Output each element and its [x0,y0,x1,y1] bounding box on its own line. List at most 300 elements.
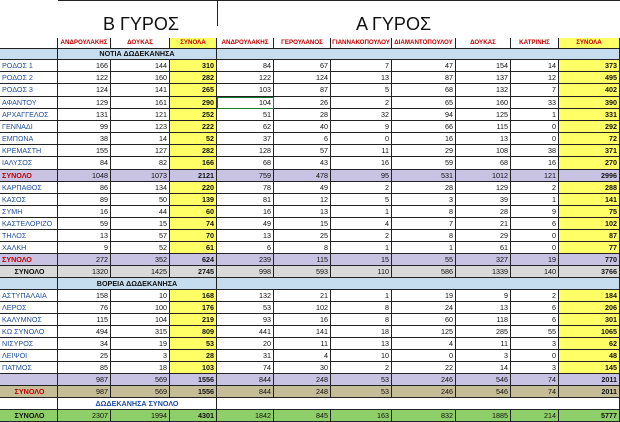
cell-26-3[interactable]: 844 [217,386,274,398]
cell-4-1[interactable]: 121 [111,109,170,121]
cell-22-6[interactable]: 4 [392,338,456,350]
cell-7-7[interactable]: 108 [456,145,511,157]
cell-12-4[interactable]: 13 [274,206,331,218]
cell-7-9[interactable]: 371 [559,145,620,157]
cell-4-4[interactable]: 28 [274,109,331,121]
cell-12-0[interactable]: 16 [58,206,111,218]
cell-7-8[interactable]: 38 [511,145,559,157]
cell-8-7[interactable]: 68 [456,157,511,170]
cell-25-2[interactable]: 1556 [170,374,217,386]
cell-1-6[interactable]: 87 [392,72,456,84]
cell-19-9[interactable]: 206 [559,302,620,314]
cell-21-8[interactable]: 55 [511,326,559,338]
cell-26-4[interactable]: 248 [274,386,331,398]
cell-17-5[interactable]: 110 [331,266,392,278]
cell-16-2[interactable]: 624 [170,254,217,266]
cell-26-8[interactable]: 74 [511,386,559,398]
cell-6-7[interactable]: 13 [456,133,511,145]
cell-17-2[interactable]: 2745 [170,266,217,278]
cell-1-4[interactable]: 124 [274,72,331,84]
row-label[interactable]: ΣΥΝΟΛΟ [0,254,58,266]
cell-2-1[interactable]: 141 [111,84,170,97]
row-label[interactable]: ΡΟΔΟΣ 1 [0,60,58,72]
cell-12-1[interactable]: 44 [111,206,170,218]
cell-23-7[interactable]: 3 [456,350,511,362]
cell-0-6[interactable]: 47 [392,60,456,72]
row-label[interactable]: ΣΥΜΗ [0,206,58,218]
cell-24-3[interactable]: 74 [217,362,274,374]
cell-20-0[interactable]: 115 [58,314,111,326]
cell-17-3[interactable]: 998 [217,266,274,278]
cell-9-3[interactable]: 759 [217,170,274,182]
cell-12-8[interactable]: 9 [511,206,559,218]
cell-22-1[interactable]: 19 [111,338,170,350]
cell-7-5[interactable]: 11 [331,145,392,157]
cell-5-4[interactable]: 40 [274,121,331,133]
cell-24-1[interactable]: 18 [111,362,170,374]
cell-25-4[interactable]: 248 [274,374,331,386]
cell-8-8[interactable]: 16 [511,157,559,170]
cell-0-4[interactable]: 67 [274,60,331,72]
section-south-title-gutter[interactable] [0,49,58,60]
cell-21-9[interactable]: 1065 [559,326,620,338]
header-corner-cell[interactable] [0,38,58,49]
section-north-title-spacer[interactable] [217,278,620,290]
cell-9-0[interactable]: 1048 [58,170,111,182]
cell-0-5[interactable]: 7 [331,60,392,72]
cell-0-3[interactable]: 84 [217,60,274,72]
cell-7-1[interactable]: 127 [111,145,170,157]
cell-17-8[interactable]: 140 [511,266,559,278]
cell-8-9[interactable]: 270 [559,157,620,170]
row-label[interactable]: ΓΕΝΝΑΔΙ [0,121,58,133]
cell-10-8[interactable]: 2 [511,182,559,194]
cell-27-2[interactable]: 4301 [170,410,217,422]
cell-7-4[interactable]: 57 [274,145,331,157]
cell-21-3[interactable]: 441 [217,326,274,338]
cell-1-9[interactable]: 495 [559,72,620,84]
row-label[interactable]: ΑΡΧΑΓΓΕΛΟΣ [0,109,58,121]
cell-10-4[interactable]: 49 [274,182,331,194]
column-header-5[interactable]: ΓΕΡΟΥΛΑΝΟΣ [274,38,331,49]
cell-16-8[interactable]: 19 [511,254,559,266]
cell-24-7[interactable]: 14 [456,362,511,374]
cell-25-3[interactable]: 844 [217,374,274,386]
row-label[interactable]: ΚΩ ΣΥΝΟΛΟ [0,326,58,338]
cell-11-6[interactable]: 3 [392,194,456,206]
cell-2-6[interactable]: 68 [392,84,456,97]
cell-4-3[interactable]: 51 [217,109,274,121]
column-header-7[interactable]: ΔΙΑΜΑΝΤΟΠΟΥΛΟΥ [392,38,456,49]
cell-26-2[interactable]: 1556 [170,386,217,398]
cell-5-9[interactable]: 292 [559,121,620,133]
cell-23-4[interactable]: 4 [274,350,331,362]
cell-24-8[interactable]: 3 [511,362,559,374]
cell-23-3[interactable]: 31 [217,350,274,362]
cell-2-0[interactable]: 124 [58,84,111,97]
cell-18-9[interactable]: 184 [559,290,620,302]
cell-14-8[interactable]: 0 [511,230,559,242]
cell-19-1[interactable]: 100 [111,302,170,314]
cell-15-9[interactable]: 77 [559,242,620,254]
column-header-8[interactable]: ΔΟΥΚΑΣ [456,38,511,49]
cell-9-2[interactable]: 2121 [170,170,217,182]
cell-16-3[interactable]: 239 [217,254,274,266]
cell-11-4[interactable]: 12 [274,194,331,206]
cell-5-8[interactable]: 0 [511,121,559,133]
column-header-9[interactable]: ΚΑΤΡΙΝΗΣ [511,38,559,49]
cell-13-7[interactable]: 21 [456,218,511,230]
cell-2-9[interactable]: 402 [559,84,620,97]
row-label[interactable]: ΝΙΣΥΡΟΣ [0,338,58,350]
row-label[interactable]: ΧΑΛΚΗ [0,242,58,254]
cell-21-2[interactable]: 809 [170,326,217,338]
cell-24-4[interactable]: 30 [274,362,331,374]
cell-0-7[interactable]: 154 [456,60,511,72]
cell-20-7[interactable]: 118 [456,314,511,326]
cell-5-5[interactable]: 9 [331,121,392,133]
cell-8-1[interactable]: 82 [111,157,170,170]
cell-12-3[interactable]: 16 [217,206,274,218]
cell-21-4[interactable]: 141 [274,326,331,338]
cell-6-1[interactable]: 14 [111,133,170,145]
cell-25-7[interactable]: 546 [456,374,511,386]
cell-0-2[interactable]: 310 [170,60,217,72]
cell-13-1[interactable]: 15 [111,218,170,230]
cell-2-5[interactable]: 5 [331,84,392,97]
cell-6-0[interactable]: 38 [58,133,111,145]
row-label[interactable]: ΚΑΣΤΕΛΟΡΙΖΟ [0,218,58,230]
cell-4-5[interactable]: 32 [331,109,392,121]
cell-15-2[interactable]: 61 [170,242,217,254]
cell-8-6[interactable]: 59 [392,157,456,170]
cell-17-9[interactable]: 3766 [559,266,620,278]
cell-3-2[interactable]: 290 [170,97,217,109]
cell-14-2[interactable]: 70 [170,230,217,242]
cell-4-7[interactable]: 125 [456,109,511,121]
cell-19-3[interactable]: 53 [217,302,274,314]
cell-7-2[interactable]: 282 [170,145,217,157]
cell-18-3[interactable]: 132 [217,290,274,302]
cell-17-0[interactable]: 1320 [58,266,111,278]
cell-14-0[interactable]: 13 [58,230,111,242]
cell-15-6[interactable]: 1 [392,242,456,254]
cell-6-5[interactable]: 0 [331,133,392,145]
cell-9-8[interactable]: 121 [511,170,559,182]
cell-8-3[interactable]: 68 [217,157,274,170]
cell-16-9[interactable]: 770 [559,254,620,266]
cell-15-0[interactable]: 9 [58,242,111,254]
cell-22-9[interactable]: 62 [559,338,620,350]
cell-17-6[interactable]: 586 [392,266,456,278]
cell-15-7[interactable]: 61 [456,242,511,254]
row-label[interactable]: ΠΑΤΜΟΣ [0,362,58,374]
cell-20-2[interactable]: 219 [170,314,217,326]
cell-20-8[interactable]: 6 [511,314,559,326]
cell-10-6[interactable]: 28 [392,182,456,194]
cell-11-5[interactable]: 5 [331,194,392,206]
cell-2-7[interactable]: 132 [456,84,511,97]
column-header-3[interactable]: ΣΥΝΟΛΑ [170,38,217,49]
cell-10-9[interactable]: 288 [559,182,620,194]
section-total-title-gutter[interactable] [0,398,58,410]
cell-22-5[interactable]: 13 [331,338,392,350]
cell-17-1[interactable]: 1425 [111,266,170,278]
row-label[interactable]: ΣΥΝΟΛΟ [0,410,58,422]
row-label[interactable]: ΑΦΑΝΤΟΥ [0,97,58,109]
cell-17-7[interactable]: 1339 [456,266,511,278]
cell-26-9[interactable]: 2011 [559,386,620,398]
cell-16-1[interactable]: 352 [111,254,170,266]
cell-1-5[interactable]: 13 [331,72,392,84]
column-header-2[interactable]: ΔΟΥΚΑΣ [111,38,170,49]
cell-23-2[interactable]: 28 [170,350,217,362]
cell-23-8[interactable]: 0 [511,350,559,362]
cell-22-7[interactable]: 11 [456,338,511,350]
cell-18-4[interactable]: 21 [274,290,331,302]
cell-8-2[interactable]: 166 [170,157,217,170]
cell-7-3[interactable]: 128 [217,145,274,157]
cell-14-4[interactable]: 25 [274,230,331,242]
cell-27-3[interactable]: 1842 [217,410,274,422]
cell-1-7[interactable]: 137 [456,72,511,84]
row-label[interactable]: ΚΡΕΜΑΣΤΗ [0,145,58,157]
cell-11-0[interactable]: 89 [58,194,111,206]
cell-6-4[interactable]: 6 [274,133,331,145]
cell-9-7[interactable]: 1012 [456,170,511,182]
cell-5-3[interactable]: 62 [217,121,274,133]
cell-0-9[interactable]: 373 [559,60,620,72]
cell-19-6[interactable]: 24 [392,302,456,314]
cell-22-2[interactable]: 53 [170,338,217,350]
section-south-title-spacer[interactable] [217,49,620,60]
row-label[interactable]: ΕΜΠΩΝΑ [0,133,58,145]
cell-11-1[interactable]: 50 [111,194,170,206]
cell-9-6[interactable]: 531 [392,170,456,182]
cell-27-0[interactable]: 2307 [58,410,111,422]
cell-8-4[interactable]: 43 [274,157,331,170]
cell-25-1[interactable]: 569 [111,374,170,386]
cell-22-4[interactable]: 11 [274,338,331,350]
cell-14-9[interactable]: 87 [559,230,620,242]
cell-16-5[interactable]: 15 [331,254,392,266]
cell-15-5[interactable]: 1 [331,242,392,254]
row-label[interactable]: ΛΕΡΟΣ [0,302,58,314]
cell-15-1[interactable]: 52 [111,242,170,254]
cell-13-0[interactable]: 59 [58,218,111,230]
cell-20-6[interactable]: 60 [392,314,456,326]
cell-9-5[interactable]: 95 [331,170,392,182]
cell-3-9[interactable]: 390 [559,97,620,109]
cell-21-6[interactable]: 125 [392,326,456,338]
cell-3-1[interactable]: 161 [111,97,170,109]
cell-18-5[interactable]: 1 [331,290,392,302]
cell-12-6[interactable]: 8 [392,206,456,218]
row-label[interactable]: ΣΥΝΟΛΟ [0,386,58,398]
cell-10-1[interactable]: 134 [111,182,170,194]
cell-27-9[interactable]: 5777 [559,410,620,422]
cell-4-9[interactable]: 331 [559,109,620,121]
cell-15-3[interactable]: 6 [217,242,274,254]
cell-6-8[interactable]: 0 [511,133,559,145]
cell-21-1[interactable]: 315 [111,326,170,338]
cell-23-1[interactable]: 3 [111,350,170,362]
row-label[interactable]: ΚΑΡΠΑΘΟΣ [0,182,58,194]
cell-12-7[interactable]: 28 [456,206,511,218]
cell-2-2[interactable]: 265 [170,84,217,97]
cell-24-6[interactable]: 22 [392,362,456,374]
cell-21-7[interactable]: 285 [456,326,511,338]
cell-11-7[interactable]: 39 [456,194,511,206]
cell-9-9[interactable]: 2996 [559,170,620,182]
cell-0-1[interactable]: 144 [111,60,170,72]
section-north-title[interactable]: ΒΟΡΕΙΑ ΔΩΔΕΚΑΝΗΣΑ [58,278,217,290]
cell-25-6[interactable]: 246 [392,374,456,386]
cell-19-5[interactable]: 8 [331,302,392,314]
cell-3-6[interactable]: 65 [392,97,456,109]
cell-26-1[interactable]: 569 [111,386,170,398]
row-label[interactable]: ΚΑΛΥΜΝΟΣ [0,314,58,326]
cell-16-7[interactable]: 327 [456,254,511,266]
cell-20-5[interactable]: 8 [331,314,392,326]
cell-27-7[interactable]: 1885 [456,410,511,422]
cell-16-0[interactable]: 272 [58,254,111,266]
section-total-title[interactable]: ΔΩΔΕΚΑΝΗΣΑ ΣΥΝΟΛΟ [58,398,217,410]
cell-27-4[interactable]: 845 [274,410,331,422]
cell-4-0[interactable]: 131 [58,109,111,121]
column-header-10[interactable]: ΣΥΝΟΛΑ [559,38,620,49]
cell-27-8[interactable]: 214 [511,410,559,422]
cell-19-4[interactable]: 102 [274,302,331,314]
cell-10-3[interactable]: 78 [217,182,274,194]
cell-16-6[interactable]: 55 [392,254,456,266]
cell-21-0[interactable]: 494 [58,326,111,338]
cell-18-6[interactable]: 19 [392,290,456,302]
cell-11-3[interactable]: 81 [217,194,274,206]
cell-24-0[interactable]: 85 [58,362,111,374]
cell-18-2[interactable]: 168 [170,290,217,302]
cell-14-1[interactable]: 57 [111,230,170,242]
cell-19-8[interactable]: 6 [511,302,559,314]
cell-21-5[interactable]: 18 [331,326,392,338]
cell-27-5[interactable]: 163 [331,410,392,422]
column-header-4[interactable]: ΑΝΔΡΟΥΛΑΚΗΣ [217,38,274,49]
cell-14-3[interactable]: 13 [217,230,274,242]
cell-18-1[interactable]: 10 [111,290,170,302]
cell-5-1[interactable]: 123 [111,121,170,133]
cell-2-8[interactable]: 7 [511,84,559,97]
column-header-1[interactable]: ΑΝΔΡΟΥΛΑΚΗΣ [58,38,111,49]
cell-1-1[interactable]: 160 [111,72,170,84]
cell-10-0[interactable]: 86 [58,182,111,194]
cell-3-3[interactable]: 104 [217,97,274,109]
cell-5-2[interactable]: 222 [170,121,217,133]
cell-4-2[interactable]: 252 [170,109,217,121]
cell-15-8[interactable]: 0 [511,242,559,254]
row-label[interactable]: ΑΣΤΥΠΑΛΑΙΑ [0,290,58,302]
cell-15-4[interactable]: 8 [274,242,331,254]
cell-5-0[interactable]: 99 [58,121,111,133]
cell-11-2[interactable]: 139 [170,194,217,206]
cell-19-2[interactable]: 176 [170,302,217,314]
cell-4-8[interactable]: 1 [511,109,559,121]
cell-8-5[interactable]: 16 [331,157,392,170]
cell-3-8[interactable]: 33 [511,97,559,109]
cell-1-2[interactable]: 282 [170,72,217,84]
cell-12-2[interactable]: 60 [170,206,217,218]
cell-23-5[interactable]: 10 [331,350,392,362]
cell-0-8[interactable]: 14 [511,60,559,72]
cell-23-0[interactable]: 25 [58,350,111,362]
cell-12-9[interactable]: 75 [559,206,620,218]
section-south-title[interactable]: ΝΟΤΙΑ ΔΩΔΕΚΑΝΗΣΑ [58,49,217,60]
row-label[interactable]: ΚΑΣΟΣ [0,194,58,206]
section-total-title-spacer[interactable] [217,398,620,410]
row-label[interactable]: ΡΟΔΟΣ 3 [0,84,58,97]
cell-3-7[interactable]: 160 [456,97,511,109]
cell-1-3[interactable]: 122 [217,72,274,84]
cell-12-5[interactable]: 1 [331,206,392,218]
cell-14-7[interactable]: 29 [456,230,511,242]
row-label[interactable]: ΡΟΔΟΣ 2 [0,72,58,84]
cell-25-8[interactable]: 74 [511,374,559,386]
cell-6-3[interactable]: 37 [217,133,274,145]
cell-26-7[interactable]: 546 [456,386,511,398]
cell-26-0[interactable]: 987 [58,386,111,398]
cell-6-2[interactable]: 52 [170,133,217,145]
row-label[interactable]: ΤΗΛΟΣ [0,230,58,242]
cell-18-0[interactable]: 158 [58,290,111,302]
cell-10-5[interactable]: 2 [331,182,392,194]
cell-25-0[interactable]: 987 [58,374,111,386]
cell-24-9[interactable]: 145 [559,362,620,374]
cell-20-1[interactable]: 104 [111,314,170,326]
cell-24-5[interactable]: 2 [331,362,392,374]
cell-9-1[interactable]: 1073 [111,170,170,182]
cell-2-4[interactable]: 87 [274,84,331,97]
cell-14-6[interactable]: 8 [392,230,456,242]
cell-20-3[interactable]: 93 [217,314,274,326]
cell-23-9[interactable]: 48 [559,350,620,362]
cell-22-0[interactable]: 34 [58,338,111,350]
cell-13-3[interactable]: 49 [217,218,274,230]
cell-3-4[interactable]: 26 [274,97,331,109]
cell-5-6[interactable]: 66 [392,121,456,133]
cell-20-4[interactable]: 16 [274,314,331,326]
cell-7-6[interactable]: 29 [392,145,456,157]
cell-27-1[interactable]: 1994 [111,410,170,422]
cell-4-6[interactable]: 94 [392,109,456,121]
cell-19-7[interactable]: 13 [456,302,511,314]
cell-7-0[interactable]: 155 [58,145,111,157]
cell-26-5[interactable]: 53 [331,386,392,398]
row-label[interactable] [0,374,58,386]
column-header-6[interactable]: ΓΙΑΝΝΑΚΟΠΟΥΛΟΥ [331,38,392,49]
cell-25-5[interactable]: 53 [331,374,392,386]
cell-5-7[interactable]: 115 [456,121,511,133]
cell-16-4[interactable]: 115 [274,254,331,266]
cell-17-4[interactable]: 593 [274,266,331,278]
cell-13-5[interactable]: 4 [331,218,392,230]
cell-25-9[interactable]: 2011 [559,374,620,386]
row-label[interactable]: ΙΑΛΥΣΟΣ [0,157,58,170]
cell-1-8[interactable]: 12 [511,72,559,84]
cell-0-0[interactable]: 166 [58,60,111,72]
cell-2-3[interactable]: 103 [217,84,274,97]
cell-18-7[interactable]: 9 [456,290,511,302]
cell-6-9[interactable]: 72 [559,133,620,145]
cell-9-4[interactable]: 478 [274,170,331,182]
